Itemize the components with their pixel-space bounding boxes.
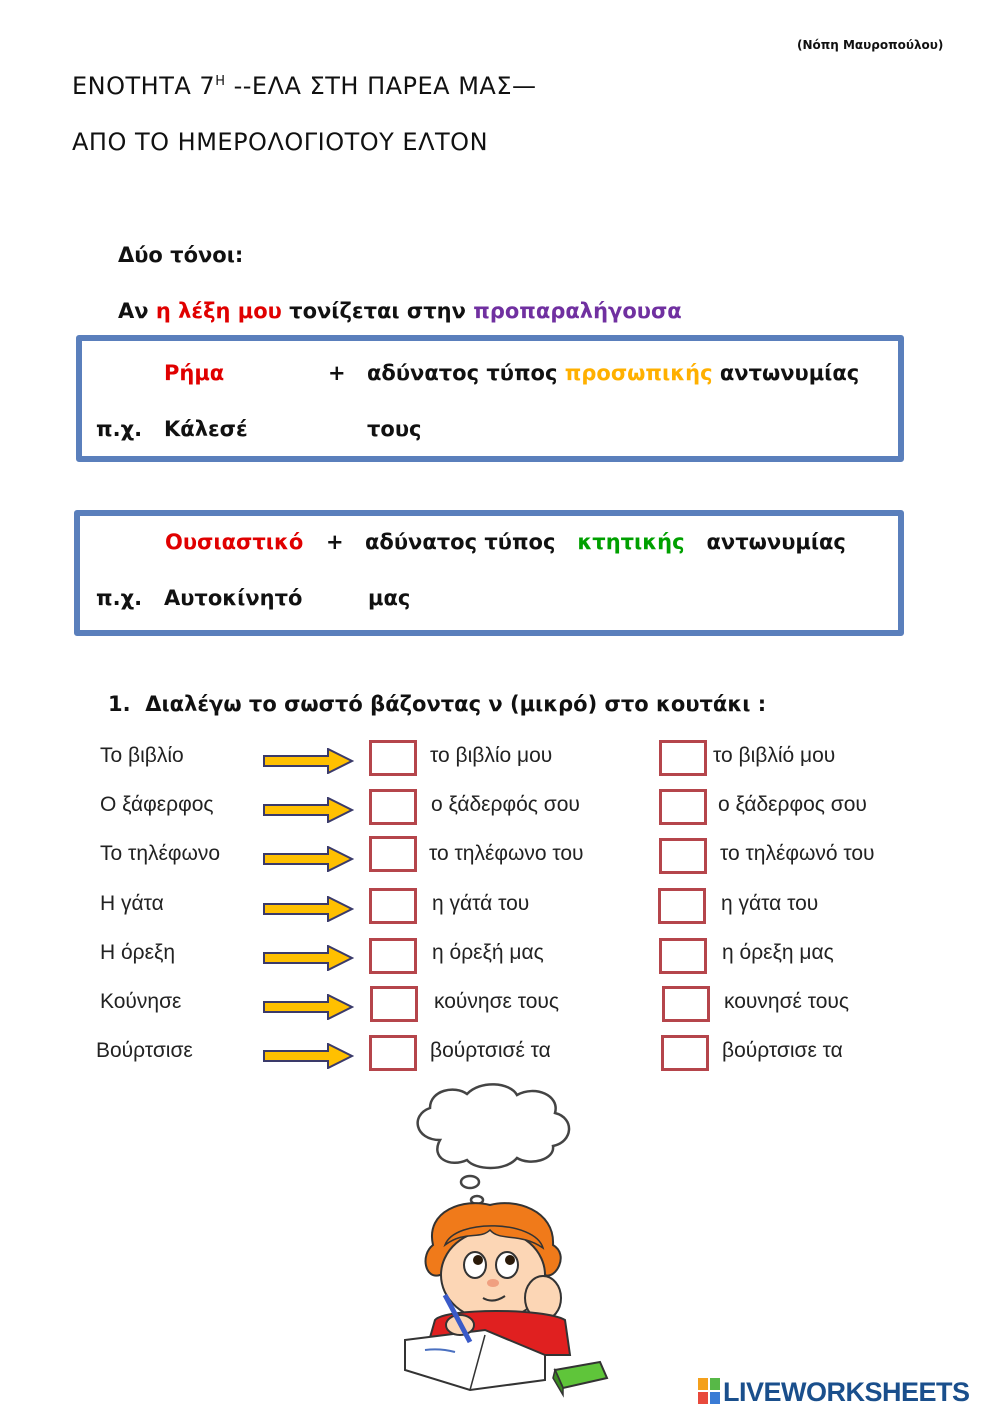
option-b-label: η όρεξη μας — [722, 941, 834, 964]
option-b-label: το τηλέφωνό του — [720, 842, 875, 865]
row-word: Η γάτα — [100, 892, 164, 915]
option-a-label: η γάτά του — [432, 892, 530, 915]
checkbox-option-b[interactable] — [659, 740, 707, 776]
box2-word-type: Ουσιαστικό — [165, 530, 304, 554]
unit-title: ΕΝΟΤΗΤΑ $7^H$ --ΕΛΑ ΣΤΗ ΠΑΡΕΑ ΜΑΣ— — [72, 72, 537, 100]
author-credit: (Νόπη Μαυροπούλου) — [797, 38, 944, 52]
box2-plus: + — [326, 530, 344, 554]
checkbox-option-a[interactable] — [369, 888, 417, 924]
box1-example-prefix: π.χ. — [96, 417, 143, 441]
option-b-label: ο ξάδερφος σου — [718, 793, 867, 816]
option-a-label: ο ξάδερφός σου — [431, 793, 580, 816]
checkbox-option-b[interactable] — [662, 986, 710, 1022]
exercise-row — [0, 787, 1000, 831]
box2-example-pronoun: μας — [368, 586, 411, 610]
rule-sentence: Αν η λέξη μου τονίζεται στην προπαραλήγουσα — [118, 299, 682, 323]
checkbox-option-a[interactable] — [369, 740, 417, 776]
box2-example-prefix: π.χ. — [96, 586, 143, 610]
checkbox-option-a[interactable] — [369, 789, 417, 825]
exercise-row — [0, 1033, 1000, 1077]
rule-box-noun — [74, 510, 904, 636]
arrow-right-icon — [262, 846, 354, 872]
exercise-instruction: 1. Διαλέγω το σωστό βάζοντας ν (μικρό) στο κουτάκι : — [108, 692, 767, 716]
option-b-label: το βιβλίό μου — [713, 744, 836, 767]
box2-example-word: Αυτοκίνητό — [164, 586, 303, 610]
row-word: Ο ξάφερφος — [100, 793, 214, 816]
option-a-label: βούρτσισέ τα — [430, 1039, 551, 1062]
option-b-label: η γάτα του — [721, 892, 819, 915]
box2-description: αδύνατος τύπος κτητικής αντωνυμίας — [365, 530, 846, 554]
thinking-boy-illustration — [395, 1080, 625, 1410]
option-b-label: κουνησέ τους — [724, 990, 850, 1013]
exercise-row — [0, 984, 1000, 1028]
arrow-right-icon — [262, 896, 354, 922]
checkbox-option-b[interactable] — [659, 938, 707, 974]
rule-heading: Δύο τόνοι: — [118, 243, 244, 267]
row-word: Κούνησε — [100, 990, 182, 1013]
exercise-row — [0, 836, 1000, 880]
checkbox-option-b[interactable] — [659, 789, 707, 825]
checkbox-option-b[interactable] — [661, 1035, 709, 1071]
box1-plus: + — [328, 361, 346, 385]
exercise-row — [0, 886, 1000, 930]
row-word: Βούρτσισε — [96, 1039, 193, 1062]
option-a-label: το τηλέφωνο του — [429, 842, 584, 865]
exercise-row — [0, 935, 1000, 979]
box1-description: αδύνατος τύπος προσωπικής αντωνυμίας — [367, 361, 860, 385]
box1-example-pronoun: τους — [367, 417, 422, 441]
option-b-label: βούρτσισε τα — [722, 1039, 843, 1062]
arrow-right-icon — [262, 945, 354, 971]
checkbox-option-a[interactable] — [369, 1035, 417, 1071]
arrow-right-icon — [262, 797, 354, 823]
row-word: Το βιβλίο — [100, 744, 184, 767]
checkbox-option-b[interactable] — [659, 838, 707, 874]
arrow-right-icon — [262, 994, 354, 1020]
arrow-right-icon — [262, 748, 354, 774]
rule-box-verb — [76, 335, 904, 462]
checkbox-option-b[interactable] — [658, 888, 706, 924]
box1-example-word: Κάλεσέ — [164, 417, 248, 441]
checkbox-option-a[interactable] — [370, 986, 418, 1022]
liveworksheets-mark-icon — [698, 1378, 720, 1404]
liveworksheets-logo: LIVEWORKSHEETS — [698, 1377, 970, 1408]
checkbox-option-a[interactable] — [369, 836, 417, 872]
box1-word-type: Ρήμα — [164, 361, 225, 385]
unit-subtitle: ΑΠΟ ΤΟ ΗΜΕΡΟΛΟΓΙΟΤΟΥ ΕΛΤΟΝ — [72, 128, 489, 156]
arrow-right-icon — [262, 1043, 354, 1069]
exercise-row — [0, 738, 1000, 782]
option-a-label: κούνησε τους — [434, 990, 560, 1013]
row-word: Το τηλέφωνο — [100, 842, 221, 865]
checkbox-option-a[interactable] — [369, 938, 417, 974]
option-a-label: το βιβλίο μου — [430, 744, 553, 767]
row-word: Η όρεξη — [100, 941, 176, 964]
option-a-label: η όρεξή μας — [432, 941, 544, 964]
